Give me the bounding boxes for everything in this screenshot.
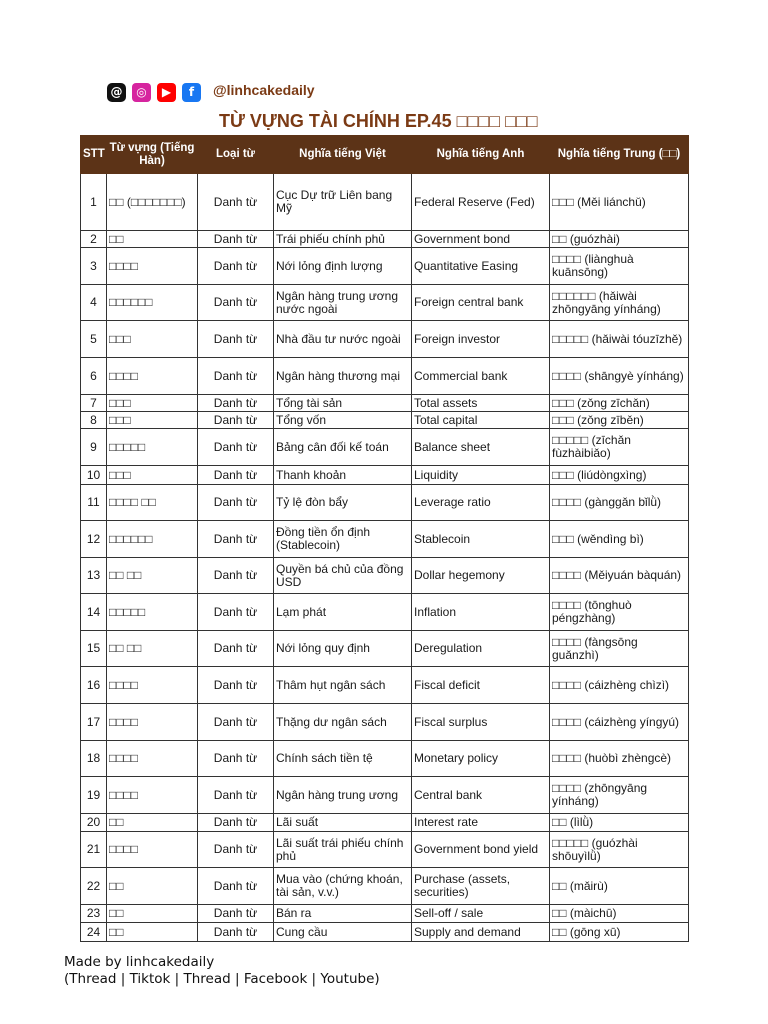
cell-korean: □□□□	[107, 667, 198, 704]
cell-korean: □□□□□	[107, 594, 198, 631]
cell-chinese: □□□ (Měi liánchǔ)	[550, 174, 689, 231]
col-header-korean: Từ vựng (Tiếng Hàn)	[107, 136, 198, 174]
cell-chinese: □□□□ (shāngyè yínháng)	[550, 358, 689, 395]
cell-chinese: □□ (mǎirù)	[550, 868, 689, 905]
cell-stt: 21	[81, 832, 107, 868]
cell-vietnamese: Ngân hàng trung ương	[274, 777, 412, 814]
cell-korean: □□□□	[107, 358, 198, 395]
cell-english: Supply and demand	[412, 923, 550, 942]
cell-vietnamese: Thanh khoản	[274, 466, 412, 485]
cell-english: Quantitative Easing	[412, 248, 550, 285]
cell-chinese: □□ (lìlǜ)	[550, 814, 689, 832]
cell-chinese: □□□□□ (zīchǎn fùzhàibiǎo)	[550, 429, 689, 466]
cell-stt: 24	[81, 923, 107, 942]
cell-word-type: Danh từ	[198, 667, 274, 704]
cell-stt: 18	[81, 741, 107, 777]
cell-vietnamese: Ngân hàng thương mại	[274, 358, 412, 395]
cell-english: Balance sheet	[412, 429, 550, 466]
cell-vietnamese: Chính sách tiền tệ	[274, 741, 412, 777]
cell-english: Total assets	[412, 395, 550, 412]
cell-english: Fiscal surplus	[412, 704, 550, 741]
cell-korean: □□□□□	[107, 429, 198, 466]
cell-english: Purchase (assets, securities)	[412, 868, 550, 905]
cell-word-type: Danh từ	[198, 466, 274, 485]
cell-chinese: □□□ (zǒng zīchǎn)	[550, 395, 689, 412]
table-row	[81, 704, 689, 741]
cell-vietnamese: Bảng cân đối kế toán	[274, 429, 412, 466]
cell-korean: □□□	[107, 321, 198, 358]
table-header-row	[81, 136, 689, 174]
cell-word-type: Danh từ	[198, 741, 274, 777]
cell-english: Interest rate	[412, 814, 550, 832]
cell-chinese: □□□□ (cáizhèng chìzì)	[550, 667, 689, 704]
cell-stt: 6	[81, 358, 107, 395]
cell-english: Foreign investor	[412, 321, 550, 358]
cell-english: Leverage ratio	[412, 485, 550, 521]
cell-word-type: Danh từ	[198, 704, 274, 741]
cell-word-type: Danh từ	[198, 174, 274, 231]
table-row	[81, 248, 689, 285]
cell-stt: 22	[81, 868, 107, 905]
cell-english: Sell-off / sale	[412, 905, 550, 923]
cell-vietnamese: Cung cầu	[274, 923, 412, 942]
cell-chinese: □□□ (wěndìng bì)	[550, 521, 689, 558]
cell-word-type: Danh từ	[198, 358, 274, 395]
table-row	[81, 667, 689, 704]
table-row	[81, 429, 689, 466]
cell-english: Central bank	[412, 777, 550, 814]
cell-chinese: □□□ (zǒng zīběn)	[550, 412, 689, 429]
table-row	[81, 741, 689, 777]
cell-stt: 1	[81, 174, 107, 231]
cell-korean: □□□□	[107, 248, 198, 285]
cell-korean: □□□	[107, 395, 198, 412]
table-row	[81, 905, 689, 923]
cell-stt: 16	[81, 667, 107, 704]
footer-credit: Made by linhcakedaily	[64, 954, 215, 970]
cell-korean: □□□□	[107, 777, 198, 814]
table-row	[81, 777, 689, 814]
table-row	[81, 594, 689, 631]
table-row	[81, 868, 689, 905]
cell-english: Commercial bank	[412, 358, 550, 395]
cell-word-type: Danh từ	[198, 412, 274, 429]
cell-english: Total capital	[412, 412, 550, 429]
table-row	[81, 412, 689, 429]
cell-korean: □□□□ □□	[107, 485, 198, 521]
col-header-word-type: Loại từ	[198, 136, 274, 174]
cell-chinese: □□□□ (fàngsōng guǎnzhì)	[550, 631, 689, 667]
cell-stt: 4	[81, 285, 107, 321]
facebook-icon[interactable]: f	[182, 83, 201, 102]
cell-korean: □□□□□□	[107, 285, 198, 321]
cell-word-type: Danh từ	[198, 905, 274, 923]
table-row	[81, 832, 689, 868]
cell-korean: □□ □□	[107, 631, 198, 667]
cell-chinese: □□□□ (liànghuà kuānsōng)	[550, 248, 689, 285]
cell-stt: 17	[81, 704, 107, 741]
cell-vietnamese: Mua vào (chứng khoán, tài sản, v.v.)	[274, 868, 412, 905]
table-row	[81, 174, 689, 231]
cell-korean: □□ □□	[107, 558, 198, 594]
table-row	[81, 285, 689, 321]
cell-word-type: Danh từ	[198, 631, 274, 667]
cell-english: Stablecoin	[412, 521, 550, 558]
cell-vietnamese: Thặng dư ngân sách	[274, 704, 412, 741]
cell-english: Monetary policy	[412, 741, 550, 777]
table-row	[81, 395, 689, 412]
cell-chinese: □□□ (liúdòngxìng)	[550, 466, 689, 485]
cell-chinese: □□□□ (tōnghuò péngzhàng)	[550, 594, 689, 631]
cell-vietnamese: Ngân hàng trung ương nước ngoài	[274, 285, 412, 321]
cell-korean: □□	[107, 923, 198, 942]
cell-stt: 14	[81, 594, 107, 631]
cell-vietnamese: Lạm phát	[274, 594, 412, 631]
cell-vietnamese: Tổng tài sản	[274, 395, 412, 412]
cell-stt: 3	[81, 248, 107, 285]
cell-korean: □□□□	[107, 704, 198, 741]
cell-stt: 5	[81, 321, 107, 358]
cell-vietnamese: Nới lỏng định lượng	[274, 248, 412, 285]
vocabulary-table	[80, 135, 689, 942]
cell-english: Government bond	[412, 231, 550, 248]
footer-links: (Thread | Tiktok | Thread | Facebook | Youtube)	[64, 971, 380, 987]
cell-word-type: Danh từ	[198, 923, 274, 942]
cell-korean: □□□□	[107, 741, 198, 777]
social-bar	[107, 82, 323, 102]
cell-stt: 20	[81, 814, 107, 832]
cell-korean: □□□□□□	[107, 521, 198, 558]
cell-vietnamese: Tỷ lệ đòn bẩy	[274, 485, 412, 521]
cell-vietnamese: Lãi suất trái phiếu chính phủ	[274, 832, 412, 868]
cell-word-type: Danh từ	[198, 521, 274, 558]
cell-korean: □□□	[107, 466, 198, 485]
table-row	[81, 466, 689, 485]
cell-word-type: Danh từ	[198, 395, 274, 412]
cell-chinese: □□□□ (cáizhèng yíngyú)	[550, 704, 689, 741]
col-header-vietnamese: Nghĩa tiếng Việt	[274, 136, 412, 174]
cell-chinese: □□□□□ (guózhài shōuyìlǜ)	[550, 832, 689, 868]
cell-vietnamese: Quyền bá chủ của đồng USD	[274, 558, 412, 594]
cell-vietnamese: Lãi suất	[274, 814, 412, 832]
cell-vietnamese: Thâm hụt ngân sách	[274, 667, 412, 704]
cell-vietnamese: Nhà đầu tư nước ngoài	[274, 321, 412, 358]
cell-stt: 19	[81, 777, 107, 814]
cell-stt: 15	[81, 631, 107, 667]
cell-word-type: Danh từ	[198, 832, 274, 868]
cell-korean: □□ (□□□□□□□)	[107, 174, 198, 231]
table-row	[81, 814, 689, 832]
cell-word-type: Danh từ	[198, 485, 274, 521]
col-header-stt: STT	[81, 136, 107, 174]
cell-korean: □□	[107, 814, 198, 832]
cell-chinese: □□□□ (zhōngyāng yínháng)	[550, 777, 689, 814]
cell-word-type: Danh từ	[198, 321, 274, 358]
cell-word-type: Danh từ	[198, 429, 274, 466]
cell-english: Dollar hegemony	[412, 558, 550, 594]
social-handle: @linhcakedaily	[213, 82, 315, 98]
cell-english: Fiscal deficit	[412, 667, 550, 704]
col-header-chinese: Nghĩa tiếng Trung (□□)	[550, 136, 689, 174]
cell-vietnamese: Bán ra	[274, 905, 412, 923]
cell-word-type: Danh từ	[198, 594, 274, 631]
cell-vietnamese: Tổng vốn	[274, 412, 412, 429]
cell-stt: 12	[81, 521, 107, 558]
cell-word-type: Danh từ	[198, 231, 274, 248]
cell-stt: 9	[81, 429, 107, 466]
cell-korean: □□	[107, 868, 198, 905]
cell-stt: 11	[81, 485, 107, 521]
cell-chinese: □□ (gōng xū)	[550, 923, 689, 942]
cell-english: Foreign central bank	[412, 285, 550, 321]
cell-word-type: Danh từ	[198, 777, 274, 814]
cell-chinese: □□□□□ (hǎiwài tóuzīzhě)	[550, 321, 689, 358]
cell-english: Federal Reserve (Fed)	[412, 174, 550, 231]
table-row	[81, 358, 689, 395]
cell-vietnamese: Trái phiếu chính phủ	[274, 231, 412, 248]
youtube-icon[interactable]: ▶	[157, 83, 176, 102]
footer	[64, 954, 380, 988]
table-row	[81, 231, 689, 248]
cell-english: Liquidity	[412, 466, 550, 485]
cell-korean: □□□	[107, 412, 198, 429]
table-row	[81, 321, 689, 358]
cell-chinese: □□□□□□ (hǎiwài zhōngyāng yínháng)	[550, 285, 689, 321]
cell-english: Government bond yield	[412, 832, 550, 868]
cell-chinese: □□ (màichū)	[550, 905, 689, 923]
cell-vietnamese: Nới lỏng quy định	[274, 631, 412, 667]
cell-korean: □□	[107, 905, 198, 923]
cell-stt: 23	[81, 905, 107, 923]
table-row	[81, 923, 689, 942]
cell-stt: 2	[81, 231, 107, 248]
cell-korean: □□□□	[107, 832, 198, 868]
cell-english: Deregulation	[412, 631, 550, 667]
cell-korean: □□	[107, 231, 198, 248]
cell-english: Inflation	[412, 594, 550, 631]
cell-chinese: □□ (guózhài)	[550, 231, 689, 248]
threads-icon[interactable]: @	[107, 83, 126, 102]
cell-vietnamese: Đồng tiền ổn định (Stablecoin)	[274, 521, 412, 558]
col-header-english: Nghĩa tiếng Anh	[412, 136, 550, 174]
cell-word-type: Danh từ	[198, 248, 274, 285]
cell-word-type: Danh từ	[198, 285, 274, 321]
table-row	[81, 631, 689, 667]
cell-stt: 10	[81, 466, 107, 485]
cell-chinese: □□□□ (Měiyuán bàquán)	[550, 558, 689, 594]
table-row	[81, 485, 689, 521]
cell-stt: 8	[81, 412, 107, 429]
cell-word-type: Danh từ	[198, 558, 274, 594]
cell-chinese: □□□□ (huòbì zhèngcè)	[550, 741, 689, 777]
cell-chinese: □□□□ (gànggǎn bǐlǜ)	[550, 485, 689, 521]
instagram-icon[interactable]: ◎	[132, 83, 151, 102]
table-row	[81, 558, 689, 594]
cell-vietnamese: Cục Dự trữ Liên bang Mỹ	[274, 174, 412, 231]
cell-stt: 13	[81, 558, 107, 594]
cell-word-type: Danh từ	[198, 868, 274, 905]
cell-word-type: Danh từ	[198, 814, 274, 832]
table-row	[81, 521, 689, 558]
cell-stt: 7	[81, 395, 107, 412]
page-title: TỪ VỰNG TÀI CHÍNH EP.45 □□□□ □□□	[219, 111, 538, 131]
